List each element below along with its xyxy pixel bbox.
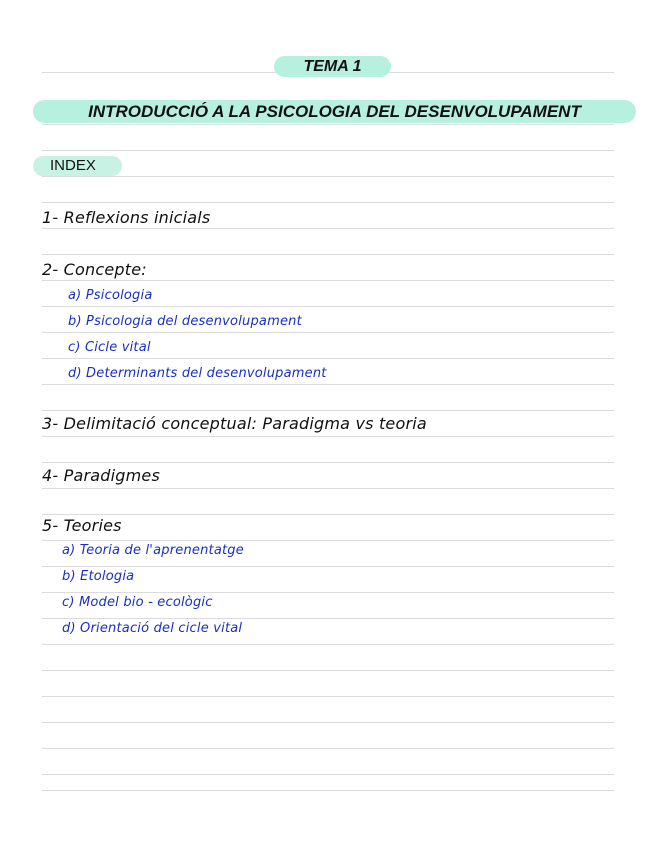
ruled-line xyxy=(42,384,614,385)
section-heading: 4- Paradigmes xyxy=(42,466,160,485)
subsection-item: a) Psicologia xyxy=(68,288,153,303)
ruled-line xyxy=(42,790,614,791)
subsection-item: d) Determinants del desenvolupament xyxy=(68,366,327,381)
ruled-line xyxy=(42,358,614,359)
section-heading: 5- Teories xyxy=(42,516,122,535)
ruled-line xyxy=(42,488,614,489)
ruled-line xyxy=(42,410,614,411)
ruled-line xyxy=(42,670,614,671)
page-title: INTRODUCCIÓ A LA PSICOLOGIA DEL DESENVOLUPAMENT xyxy=(88,102,581,121)
ruled-line xyxy=(42,280,614,281)
ruled-line xyxy=(42,306,614,307)
ruled-line xyxy=(42,202,614,203)
ruled-line xyxy=(42,748,614,749)
ruled-line xyxy=(42,176,614,177)
ruled-line xyxy=(42,696,614,697)
ruled-line xyxy=(42,436,614,437)
ruled-line xyxy=(42,774,614,775)
ruled-line xyxy=(42,462,614,463)
subsection-item: b) Etologia xyxy=(62,569,135,584)
ruled-line xyxy=(42,332,614,333)
section-heading: 1- Reflexions inicials xyxy=(42,208,211,227)
subsection-item: a) Teoria de l'aprenentatge xyxy=(62,543,244,558)
ruled-line xyxy=(42,722,614,723)
ruled-line xyxy=(42,592,614,593)
ruled-line xyxy=(42,644,614,645)
subsection-item: d) Orientació del cicle vital xyxy=(62,621,243,636)
ruled-line xyxy=(42,514,614,515)
subsection-item: b) Psicologia del desenvolupament xyxy=(68,314,302,329)
ruled-line xyxy=(42,566,614,567)
section-heading: 3- Delimitació conceptual: Paradigma vs teoria xyxy=(42,414,427,433)
index-label: INDEX xyxy=(50,157,96,174)
tema-label: TEMA 1 xyxy=(303,58,362,75)
section-heading: 2- Concepte: xyxy=(42,260,147,279)
subsection-item: c) Cicle vital xyxy=(68,340,151,355)
ruled-line xyxy=(42,618,614,619)
subsection-item: c) Model bio - ecològic xyxy=(62,595,213,610)
ruled-line xyxy=(42,124,614,125)
ruled-line xyxy=(42,540,614,541)
ruled-line xyxy=(42,228,614,229)
ruled-line xyxy=(42,150,614,151)
ruled-line xyxy=(42,254,614,255)
